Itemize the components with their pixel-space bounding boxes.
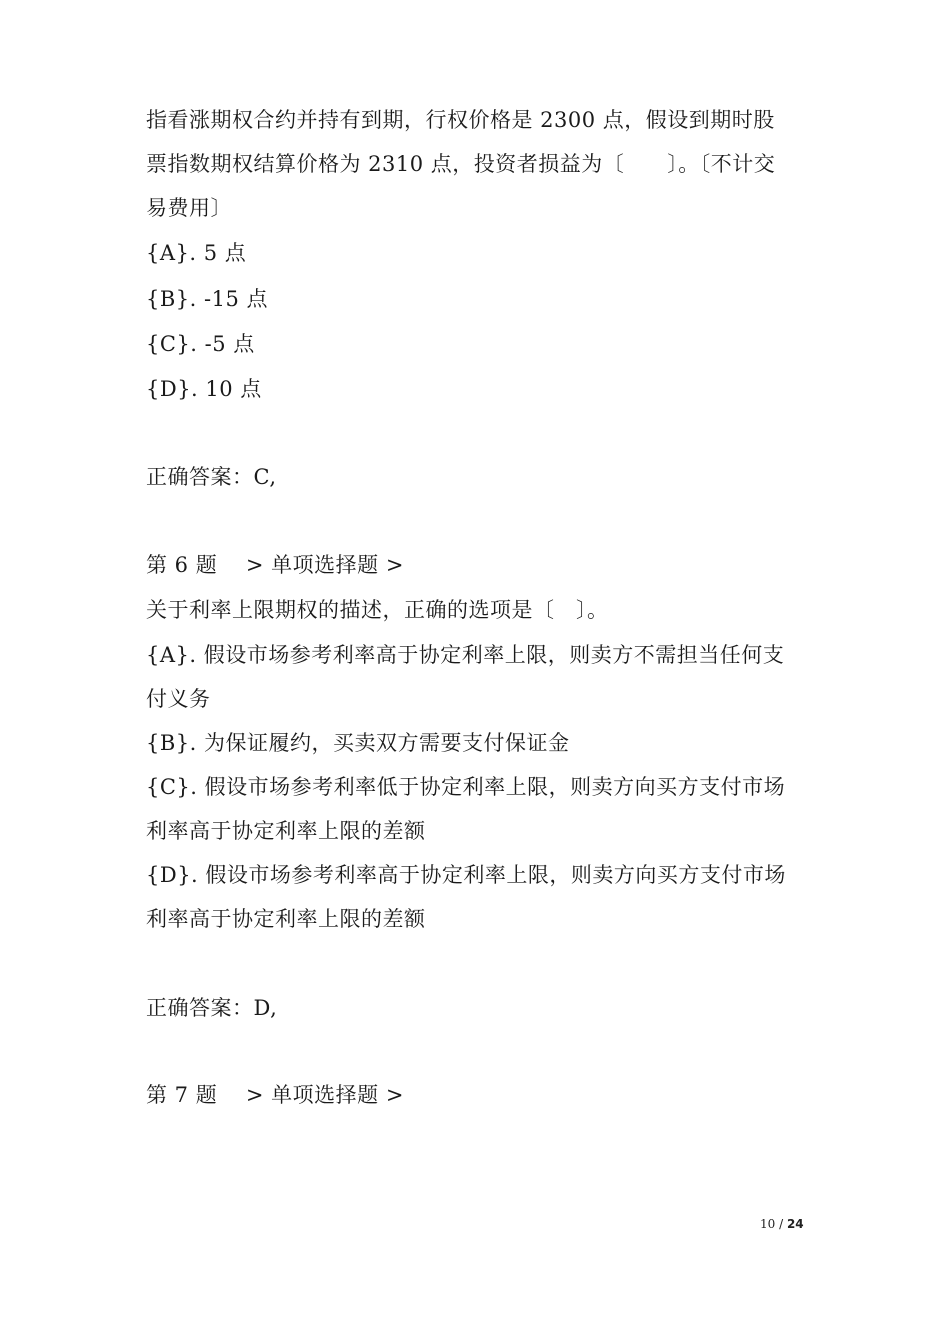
question-6-option-b: {B}. 为保证履约，买卖双方需要支付保证金 <box>146 731 570 755</box>
question-5-answer: 正确答案：C, <box>146 465 277 489</box>
question-6-header: 第 6 题 > 单项选择题 > <box>146 553 404 577</box>
question-5-option-c: {C}. -5 点 <box>146 332 255 356</box>
question-6-option-a-line-2: 付义务 <box>146 687 211 711</box>
question-6-answer: 正确答案：D, <box>146 996 278 1020</box>
page-current: 10 <box>760 1217 776 1231</box>
question-6-option-a-line-1: {A}. 假设市场参考利率高于协定利率上限，则卖方不需担当任何支 <box>146 643 785 667</box>
question-5-stem-line-1: 指看涨期权合约并持有到期，行权价格是 2300 点，假设到期时股 <box>146 108 775 132</box>
question-5-option-a: {A}. 5 点 <box>146 241 247 265</box>
question-5-option-b: {B}. -15 点 <box>146 287 268 311</box>
question-6-stem: 关于利率上限期权的描述，正确的选项是〔 〕。 <box>146 598 609 622</box>
question-6-option-c-line-1: {C}. 假设市场参考利率低于协定利率上限，则卖方向买方支付市场 <box>146 775 786 799</box>
page-number <box>760 1216 804 1232</box>
question-6-option-c-line-2: 利率高于协定利率上限的差额 <box>146 819 426 843</box>
question-5-option-d: {D}. 10 点 <box>146 377 262 401</box>
question-5-stem-line-2: 票指数期权结算价格为 2310 点，投资者损益为〔 〕。〔不计交 <box>146 152 776 176</box>
page-separator: / <box>775 1217 787 1231</box>
page-total: 24 <box>786 1217 804 1231</box>
question-6-option-d-line-1: {D}. 假设市场参考利率高于协定利率上限，则卖方向买方支付市场 <box>146 863 786 887</box>
question-5-stem-line-3: 易费用〕 <box>146 196 232 220</box>
question-7-header: 第 7 题 > 单项选择题 > <box>146 1083 404 1107</box>
question-6-option-d-line-2: 利率高于协定利率上限的差额 <box>146 907 426 931</box>
